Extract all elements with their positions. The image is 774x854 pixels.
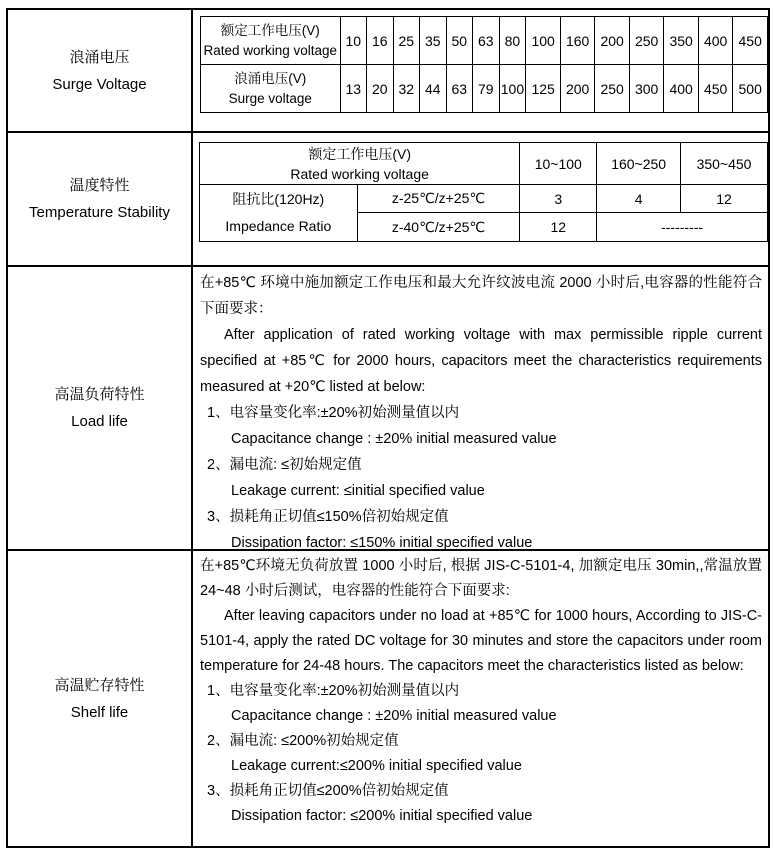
rated-voltage-header-cell [200, 143, 520, 185]
shelf-life-label-en: Shelf life [70, 703, 129, 721]
surge-voltage-row-header [201, 65, 341, 113]
row-header-shelf-life [8, 551, 193, 846]
load-life-item-3-en: Dissipation factor: ≤150% initial specified value [231, 535, 533, 549]
surge-voltage-value: 400 [664, 65, 699, 113]
rated-voltage-value: 80 [499, 17, 526, 65]
surge-voltage-value: 63 [446, 65, 473, 113]
shelf-life-paragraph-zh: 在+85℃环境无负荷放置 1000 小时后, 根据 JIS-C-5101-4, 加额定电压 30min,,常温放置 24~48 小时后测试，电容器的性能符合下面要求: [200, 558, 762, 599]
shelf-life-item-2-zh: 2、漏电流: ≤200%初始规定值 [207, 733, 399, 749]
impedance-value: 3 [520, 185, 597, 213]
surge-voltage-value: 500 [733, 65, 768, 113]
rated-voltage-value: 63 [473, 17, 500, 65]
surge-voltage-label-zh: 浪涌电压(V) [234, 70, 307, 86]
load-life-text [193, 267, 768, 549]
load-life-label-en: Load life [71, 413, 128, 430]
rated-voltage-value: 350 [664, 17, 699, 65]
rated-voltage-label-en: Rated working voltage [203, 42, 338, 58]
surge-voltage-value: 13 [340, 65, 367, 113]
shelf-life-item-3-en: Dissipation factor: ≤200% initial specified value [231, 808, 533, 824]
spec-sheet-table [6, 8, 770, 848]
rated-voltage-value: 35 [420, 17, 447, 65]
rated-voltage-value: 50 [446, 17, 473, 65]
rated-voltage-value: 10 [340, 17, 367, 65]
section-temperature-stability [8, 131, 768, 265]
impedance-ratio-label-en: Impedance Ratio [225, 218, 332, 234]
surge-voltage-value: 200 [560, 65, 595, 113]
surge-voltage-value: 300 [629, 65, 664, 113]
voltage-range: 350~450 [681, 143, 768, 185]
load-life-item-3-zh: 3、损耗角正切值≤150%倍初始规定值 [207, 509, 449, 525]
section-load-life [8, 265, 768, 549]
rated-voltage-value: 16 [367, 17, 394, 65]
shelf-life-item-3-zh: 3、损耗角正切值≤200%倍初始规定值 [207, 783, 449, 799]
shelf-life-item-1-zh: 1、电容量变化率:±20%初始测量值以内 [207, 683, 460, 699]
rated-voltage-value: 25 [393, 17, 420, 65]
surge-voltage-value: 250 [595, 65, 630, 113]
load-life-item-2-zh: 2、漏电流: ≤初始规定值 [207, 457, 362, 473]
rated-voltage-value: 100 [526, 17, 561, 65]
shelf-life-paragraph-en: After leaving capacitors under no load at +85℃ for 1000 hours, According to JIS-C-5101-4, apply the rated DC voltage for 30 minutes and store the capacitors under room temperature for 24-48 hours. The capacitors meet the characteristics listed as below: [200, 608, 762, 674]
surge-voltage-row [201, 65, 768, 113]
surge-voltage-value: 125 [526, 65, 561, 113]
section-shelf-life [8, 549, 768, 846]
temperature-label-en: Temperature Stability [29, 204, 170, 221]
rated-voltage-row-header [201, 17, 341, 65]
rated-voltage-value: 450 [733, 17, 768, 65]
voltage-range-header-row [200, 143, 768, 185]
load-life-paragraph-en: After application of rated working voltage with max permissible ripple current specified at +85℃ for 2000 hours, capacitors meet the characteristics requirements measured at +20℃ listed at below: [200, 327, 762, 395]
rated-voltage-value: 160 [560, 17, 595, 65]
impedance-ratio-label-zh: 阻抗比(120Hz) [232, 191, 325, 207]
rated-voltage-row [201, 17, 768, 65]
impedance-value: 12 [520, 213, 597, 242]
load-life-paragraph-zh: 在+85℃ 环境中施加额定工作电压和最大允许纹波电流 2000 小时后,电容器的性能符合下面要求： [200, 275, 762, 317]
shelf-life-label-zh: 高温贮存特性 [54, 676, 145, 694]
row-header-load-life [8, 267, 193, 549]
impedance-row-minus25 [200, 185, 768, 213]
impedance-condition-minus25: z-25℃/z+25℃ [357, 185, 520, 213]
surge-voltage-value: 20 [367, 65, 394, 113]
section-surge-voltage [8, 10, 768, 131]
rated-voltage-value: 200 [595, 17, 630, 65]
surge-label-zh: 浪涌电压 [69, 48, 130, 66]
load-life-item-2-en: Leakage current: ≤initial specified value [231, 483, 485, 499]
temperature-label-zh: 温度特性 [69, 177, 130, 194]
load-life-label-zh: 高温负荷特性 [54, 386, 145, 403]
surge-voltage-label-en: Surge voltage [228, 90, 312, 106]
impedance-value: 4 [597, 185, 681, 213]
impedance-value: 12 [681, 185, 768, 213]
voltage-range: 10~100 [520, 143, 597, 185]
load-life-item-1-zh: 1、电容量变化率:±20%初始测量值以内 [207, 405, 460, 421]
row-header-surge-voltage [8, 10, 193, 131]
rated-voltage-label-zh: 额定工作电压(V) [220, 22, 320, 38]
surge-voltage-value: 450 [698, 65, 733, 113]
temperature-content [193, 133, 768, 265]
rated-voltage-header-en: Rated working voltage [290, 165, 429, 182]
surge-label-en: Surge Voltage [52, 75, 147, 93]
shelf-life-text [193, 551, 768, 846]
surge-voltage-table [200, 16, 768, 113]
surge-voltage-value: 79 [473, 65, 500, 113]
row-header-temperature-stability [8, 133, 193, 265]
impedance-condition-minus40: z-40℃/z+25℃ [357, 213, 520, 242]
shelf-life-item-1-en: Capacitance change : ±20% initial measured value [231, 708, 557, 724]
voltage-range: 160~250 [597, 143, 681, 185]
rated-voltage-header-zh: 额定工作电压(V) [308, 145, 411, 162]
surge-voltage-value: 100 [499, 65, 526, 113]
surge-voltage-content [193, 10, 768, 131]
rated-voltage-value: 400 [698, 17, 733, 65]
surge-voltage-value: 32 [393, 65, 420, 113]
impedance-value-dash: --------- [597, 213, 768, 242]
shelf-life-item-2-en: Leakage current:≤200% initial specified value [231, 758, 522, 774]
impedance-ratio-table [199, 142, 768, 242]
rated-voltage-value: 250 [629, 17, 664, 65]
surge-voltage-value: 44 [420, 65, 447, 113]
load-life-item-1-en: Capacitance change : ±20% initial measured value [231, 431, 557, 447]
impedance-ratio-header-cell [200, 185, 358, 242]
